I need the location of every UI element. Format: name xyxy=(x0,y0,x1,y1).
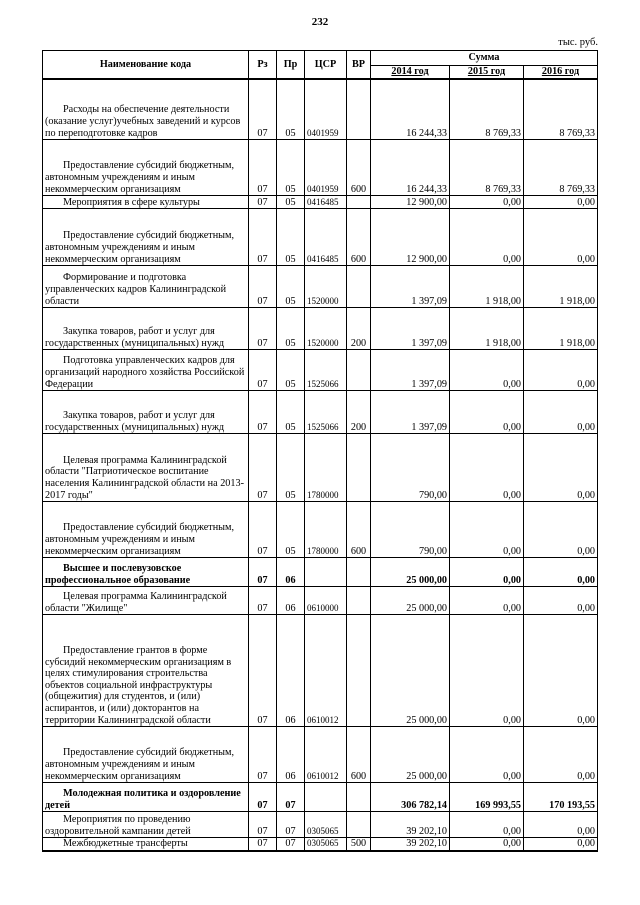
row-2014: 306 782,14 xyxy=(371,783,450,812)
row-2016: 0,00 xyxy=(524,727,598,783)
row-2015: 169 993,55 xyxy=(450,783,524,812)
table-row xyxy=(43,812,598,838)
row-2014: 25 000,00 xyxy=(371,587,450,615)
row-name: Предоставление субсидий бюджетным, автономным учреждениям и иным некоммерческим организациям xyxy=(43,140,249,196)
row-pr: 05 xyxy=(277,391,305,434)
row-pr: 06 xyxy=(277,727,305,783)
row-rz: 07 xyxy=(249,558,277,587)
row-2016: 0,00 xyxy=(524,615,598,727)
row-pr: 07 xyxy=(277,783,305,812)
row-2015: 0,00 xyxy=(450,391,524,434)
row-2014: 25 000,00 xyxy=(371,727,450,783)
row-vr xyxy=(347,615,371,727)
row-vr xyxy=(347,558,371,587)
row-name: Формирование и подготовка управленческих кадров Калининградской области xyxy=(43,266,249,308)
row-csr: 1520000 xyxy=(305,308,347,350)
row-name: Мероприятия в сфере культуры xyxy=(43,196,249,209)
row-vr: 500 xyxy=(347,838,371,851)
row-vr: 200 xyxy=(347,391,371,434)
row-2016: 0,00 xyxy=(524,838,598,851)
row-pr: 05 xyxy=(277,196,305,209)
table-row xyxy=(43,558,598,587)
row-vr xyxy=(347,812,371,838)
row-csr: 0401959 xyxy=(305,140,347,196)
table-row xyxy=(43,209,598,266)
row-2014: 25 000,00 xyxy=(371,615,450,727)
row-rz: 07 xyxy=(249,434,277,502)
row-2014: 25 000,00 xyxy=(371,558,450,587)
row-csr: 1525066 xyxy=(305,391,347,434)
row-vr: 600 xyxy=(347,727,371,783)
row-csr: 0401959 xyxy=(305,79,347,140)
row-2016: 0,00 xyxy=(524,558,598,587)
header-2015: 2015 год xyxy=(450,66,524,79)
row-2016: 1 918,00 xyxy=(524,308,598,350)
table-row xyxy=(43,727,598,783)
row-rz: 07 xyxy=(249,79,277,140)
row-2016: 0,00 xyxy=(524,391,598,434)
header-pr: Пр xyxy=(277,51,305,79)
row-pr: 05 xyxy=(277,308,305,350)
row-2015: 0,00 xyxy=(450,502,524,558)
row-csr: 1780000 xyxy=(305,502,347,558)
row-vr xyxy=(347,350,371,391)
table-row xyxy=(43,615,598,727)
row-rz: 07 xyxy=(249,615,277,727)
row-pr: 06 xyxy=(277,615,305,727)
row-csr xyxy=(305,783,347,812)
row-2014: 39 202,10 xyxy=(371,838,450,851)
row-2015: 1 918,00 xyxy=(450,266,524,308)
row-rz: 07 xyxy=(249,140,277,196)
row-2016: 0,00 xyxy=(524,434,598,502)
row-name: Молодежная политика и оздоровление детей xyxy=(43,783,249,812)
row-rz: 07 xyxy=(249,812,277,838)
row-2015: 8 769,33 xyxy=(450,140,524,196)
row-2014: 12 900,00 xyxy=(371,209,450,266)
row-rz: 07 xyxy=(249,391,277,434)
row-name: Закупка товаров, работ и услуг для государственных (муниципальных) нужд xyxy=(43,391,249,434)
row-2016: 170 193,55 xyxy=(524,783,598,812)
row-2015: 0,00 xyxy=(450,196,524,209)
row-rz: 07 xyxy=(249,838,277,851)
row-csr: 0610012 xyxy=(305,615,347,727)
row-2015: 0,00 xyxy=(450,587,524,615)
table-row xyxy=(43,196,598,209)
row-name: Предоставление субсидий бюджетным, автономным учреждениям и иным некоммерческим организациям xyxy=(43,502,249,558)
table-body xyxy=(43,79,598,851)
table-row xyxy=(43,502,598,558)
row-2016: 0,00 xyxy=(524,587,598,615)
row-pr: 05 xyxy=(277,434,305,502)
row-name: Подготовка управленческих кадров для организаций народного хозяйства Российской Федерации xyxy=(43,350,249,391)
row-pr: 05 xyxy=(277,266,305,308)
table-row xyxy=(43,587,598,615)
row-csr: 0610012 xyxy=(305,727,347,783)
row-2014: 1 397,09 xyxy=(371,350,450,391)
row-vr xyxy=(347,79,371,140)
row-name: Мероприятия по проведению оздоровительной кампании детей xyxy=(43,812,249,838)
row-vr xyxy=(347,434,371,502)
row-2015: 0,00 xyxy=(450,838,524,851)
header-vr: ВР xyxy=(347,51,371,79)
row-2016: 0,00 xyxy=(524,502,598,558)
row-2014: 790,00 xyxy=(371,502,450,558)
row-pr: 07 xyxy=(277,812,305,838)
table-row xyxy=(43,79,598,140)
row-2014: 16 244,33 xyxy=(371,79,450,140)
row-2016: 0,00 xyxy=(524,812,598,838)
row-rz: 07 xyxy=(249,209,277,266)
row-pr: 05 xyxy=(277,79,305,140)
units-label: тыс. руб. xyxy=(558,37,598,48)
row-2015: 8 769,33 xyxy=(450,79,524,140)
row-2014: 39 202,10 xyxy=(371,812,450,838)
table-row xyxy=(43,391,598,434)
row-2016: 1 918,00 xyxy=(524,266,598,308)
row-vr: 600 xyxy=(347,502,371,558)
row-name: Расходы на обеспечение деятельности (оказание услуг)учебных заведений и курсов по переподготовке кадров xyxy=(43,79,249,140)
row-2014: 16 244,33 xyxy=(371,140,450,196)
row-pr: 06 xyxy=(277,587,305,615)
row-name: Предоставление грантов в форме субсидий некоммерческим организациям в целях стимулирования строительства объектов социальной инфраструктуры (общежития) для студентов, и (или) аспирантов, и (или) докторантов на территории Калининградской области xyxy=(43,615,249,727)
row-2015: 0,00 xyxy=(450,350,524,391)
row-2015: 0,00 xyxy=(450,727,524,783)
row-csr: 1780000 xyxy=(305,434,347,502)
row-2016: 8 769,33 xyxy=(524,140,598,196)
table-row xyxy=(43,434,598,502)
table-row xyxy=(43,350,598,391)
row-csr: 1525066 xyxy=(305,350,347,391)
row-2014: 12 900,00 xyxy=(371,196,450,209)
row-rz: 07 xyxy=(249,502,277,558)
header-2016: 2016 год xyxy=(524,66,598,79)
row-rz: 07 xyxy=(249,783,277,812)
row-rz: 07 xyxy=(249,727,277,783)
row-name: Предоставление субсидий бюджетным, автономным учреждениям и иным некоммерческим организациям xyxy=(43,727,249,783)
row-vr: 600 xyxy=(347,209,371,266)
row-name: Закупка товаров, работ и услуг для государственных (муниципальных) нужд xyxy=(43,308,249,350)
row-rz: 07 xyxy=(249,308,277,350)
row-2014: 1 397,09 xyxy=(371,391,450,434)
row-pr: 05 xyxy=(277,350,305,391)
row-csr: 0416485 xyxy=(305,196,347,209)
row-name: Целевая программа Калининградской области "Патриотическое воспитание населения Калининградской области на 2013-2017 годы" xyxy=(43,434,249,502)
row-2014: 790,00 xyxy=(371,434,450,502)
row-csr xyxy=(305,558,347,587)
header-rz: Рз xyxy=(249,51,277,79)
row-csr: 0305065 xyxy=(305,838,347,851)
row-vr xyxy=(347,196,371,209)
row-name: Целевая программа Калининградской области "Жилище" xyxy=(43,587,249,615)
row-2015: 0,00 xyxy=(450,434,524,502)
row-pr: 05 xyxy=(277,209,305,266)
row-pr: 05 xyxy=(277,140,305,196)
table-header xyxy=(43,51,598,79)
row-vr: 200 xyxy=(347,308,371,350)
row-2016: 8 769,33 xyxy=(524,79,598,140)
row-2014: 1 397,09 xyxy=(371,266,450,308)
row-2016: 0,00 xyxy=(524,350,598,391)
header-sum: Сумма xyxy=(371,51,598,66)
row-2015: 0,00 xyxy=(450,615,524,727)
row-csr: 1520000 xyxy=(305,266,347,308)
table-row xyxy=(43,308,598,350)
table-row xyxy=(43,783,598,812)
page-number: 232 xyxy=(311,16,329,28)
row-2014: 1 397,09 xyxy=(371,308,450,350)
row-name: Высшее и послевузовское профессиональное образование xyxy=(43,558,249,587)
row-vr xyxy=(347,783,371,812)
row-rz: 07 xyxy=(249,196,277,209)
row-2015: 0,00 xyxy=(450,812,524,838)
row-name: Предоставление субсидий бюджетным, автономным учреждениям и иным некоммерческим организациям xyxy=(43,209,249,266)
row-rz: 07 xyxy=(249,350,277,391)
row-2015: 0,00 xyxy=(450,209,524,266)
row-csr: 0610000 xyxy=(305,587,347,615)
row-csr: 0305065 xyxy=(305,812,347,838)
table-row xyxy=(43,266,598,308)
row-2016: 0,00 xyxy=(524,209,598,266)
row-vr: 600 xyxy=(347,140,371,196)
row-2016: 0,00 xyxy=(524,196,598,209)
row-pr: 05 xyxy=(277,502,305,558)
row-csr: 0416485 xyxy=(305,209,347,266)
row-pr: 07 xyxy=(277,838,305,851)
row-2015: 1 918,00 xyxy=(450,308,524,350)
row-vr xyxy=(347,587,371,615)
budget-table xyxy=(42,50,598,852)
header-name: Наименование кода xyxy=(43,51,249,79)
row-vr xyxy=(347,266,371,308)
header-csr: ЦСР xyxy=(305,51,347,79)
row-rz: 07 xyxy=(249,587,277,615)
row-2015: 0,00 xyxy=(450,558,524,587)
row-pr: 06 xyxy=(277,558,305,587)
table-row xyxy=(43,140,598,196)
header-2014: 2014 год xyxy=(371,66,450,79)
row-name: Межбюджетные трансферты xyxy=(43,838,249,851)
row-rz: 07 xyxy=(249,266,277,308)
table-row xyxy=(43,838,598,851)
